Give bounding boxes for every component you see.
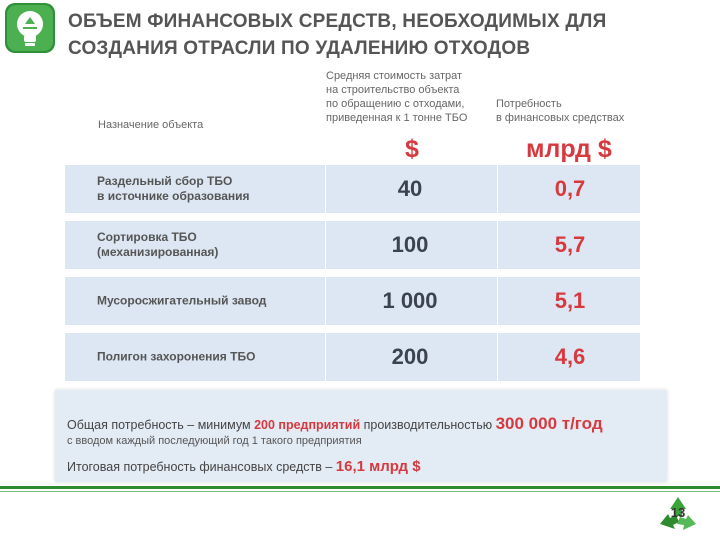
- row-cost: 200: [391, 344, 429, 369]
- column-divider: [497, 333, 498, 381]
- page-title: [68, 8, 708, 62]
- footer-divider: [0, 486, 720, 489]
- row-label: [97, 294, 317, 309]
- table-row: [65, 221, 640, 269]
- row-label: [97, 350, 317, 365]
- column-divider: [497, 221, 498, 269]
- summary-box: [55, 390, 667, 482]
- row-cost: 40: [397, 176, 423, 201]
- column-divider: [497, 277, 498, 325]
- summary-text: Итоговая потребность финансовых средств –: [67, 460, 336, 474]
- row-need: 5,7: [554, 232, 586, 257]
- unit-need: млрд $: [526, 135, 612, 163]
- summary-line-1: [67, 414, 603, 434]
- row-label-line: Сортировка ТБО: [97, 230, 197, 244]
- row-need: 0,7: [554, 176, 586, 201]
- row-label-line: (механизированная): [97, 245, 219, 259]
- row-label-line: Полигон захоронения ТБО: [97, 349, 256, 364]
- table-row: [65, 165, 640, 213]
- summary-line-3: [67, 458, 421, 475]
- row-label: [97, 230, 317, 260]
- header-cost-line: Средняя стоимость затрат: [326, 70, 463, 82]
- footer-divider-thin: [0, 491, 720, 492]
- row-need: 5,1: [554, 288, 586, 313]
- title-line-2: СОЗДАНИЯ ОТРАСЛИ ПО УДАЛЕНИЮ ОТХОДОВ: [68, 38, 531, 59]
- summary-line-2: с вводом каждый последующий год 1 такого предприятия: [67, 435, 362, 447]
- recycling-bulb-icon: [4, 2, 56, 54]
- row-label-line: Раздельный сбор ТБО: [97, 174, 233, 188]
- header-need-line: Потребность: [496, 98, 562, 110]
- header-cost-line: приведенная к 1 тонне ТБО: [326, 112, 468, 124]
- header-cost-line: на строительство объекта: [326, 84, 460, 96]
- header-need: [496, 97, 636, 125]
- summary-text: производительностью: [360, 418, 496, 432]
- header-object: Назначение объекта: [98, 119, 204, 131]
- header-cost: [326, 69, 486, 125]
- unit-cost: $: [405, 135, 419, 163]
- row-label-line: Мусоросжигательный завод: [97, 293, 267, 308]
- row-cost: 100: [391, 232, 429, 257]
- row-label: [97, 174, 317, 204]
- summary-capacity: 300 000 т/год: [495, 414, 603, 433]
- column-divider: [497, 165, 498, 213]
- row-cost: 1 000: [382, 288, 438, 313]
- table-row: [65, 277, 640, 325]
- header-need-line: в финансовых средствах: [496, 112, 625, 124]
- summary-enterprises: 200 предприятий: [254, 418, 361, 432]
- header-cost-line: по обращению с отходами,: [326, 98, 465, 110]
- summary-total: 16,1 млрд $: [335, 458, 421, 475]
- title-line-1: ОБЪЕМ ФИНАНСОВЫХ СРЕДСТВ, НЕОБХОДИМЫХ ДЛЯ: [68, 11, 607, 32]
- row-need: 4,6: [554, 344, 586, 369]
- row-label-line: в источнике образования: [97, 189, 250, 203]
- table-row: [65, 333, 640, 381]
- page-number: 13: [670, 505, 686, 520]
- summary-text: Общая потребность – минимум: [67, 418, 255, 432]
